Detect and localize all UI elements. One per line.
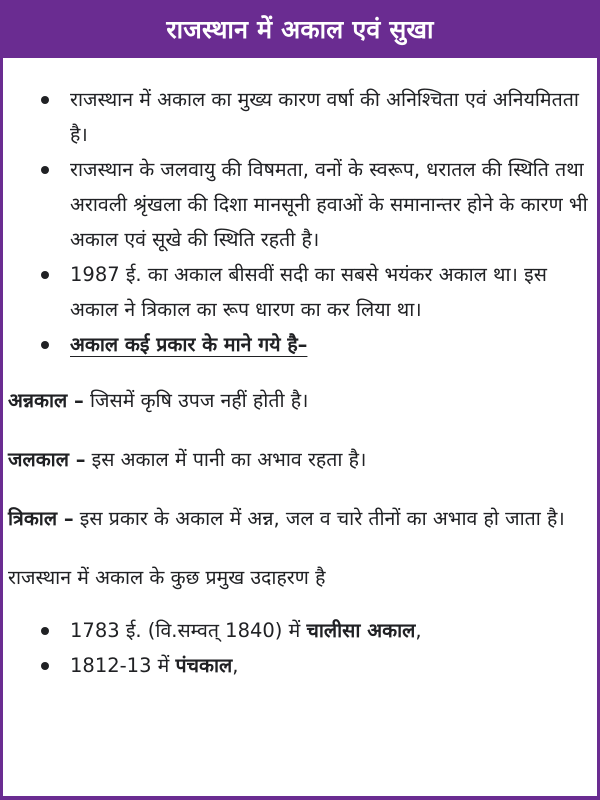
bullet-dot-icon [41, 627, 49, 635]
example-text: 1812-13 में [70, 654, 176, 677]
bullet-dot-icon [41, 166, 49, 174]
list-item-text: 1987 ई. का अकाल बीसवीं सदी का सबसे भयंकर अकाल था। इस अकाल ने त्रिकाल का रूप धारण का कर लिया था। [70, 263, 547, 321]
types-heading: अकाल कई प्रकार के माने गये है– [70, 333, 308, 356]
list-item [8, 82, 594, 152]
example-suffix: , [232, 654, 239, 677]
definition-term: त्रिकाल – [8, 507, 74, 530]
definition-trikal [8, 501, 594, 536]
list-item [8, 152, 594, 257]
example-suffix: , [415, 619, 422, 642]
list-item [8, 613, 594, 648]
definition-annakal [8, 383, 594, 418]
bullet-dot-icon [41, 96, 49, 104]
page-title-bar [0, 0, 600, 58]
key-points-list [8, 82, 594, 362]
bullet-dot-icon [41, 271, 49, 279]
bottom-border [0, 796, 600, 800]
page-title: राजस्थान में अकाल एवं सुखा [166, 15, 434, 44]
list-item-text: राजस्थान के जलवायु की विषमता, वनों के स्वरूप, धरातल की स्थिति तथा अरावली श्रृंखला की दिशा मानसूनी हवाओं के समानान्तर होने के कारण भी अकाल एवं सूखे की स्थिति रहती है। [70, 158, 588, 251]
definition-text: इस प्रकार के अकाल में अन्न, जल व चारे तीनों का अभाव हो जाता है। [73, 507, 565, 530]
list-item [8, 257, 594, 327]
bullet-dot-icon [41, 341, 49, 349]
example-text: 1783 ई. (वि.सम्वत् 1840) में [70, 619, 307, 642]
definition-text: इस अकाल में पानी का अभाव रहता है। [85, 448, 367, 471]
list-item [8, 327, 594, 362]
definition-term: अन्नकाल – [8, 389, 84, 412]
examples-intro: राजस्थान में अकाल के कुछ प्रमुख उदाहरण है [8, 566, 326, 589]
article-body [0, 58, 600, 800]
list-item-text: राजस्थान में अकाल का मुख्य कारण वर्षा की अनिश्चिता एवं अनियमितता है। [70, 88, 579, 146]
list-item [8, 648, 594, 683]
definition-term: जलकाल – [8, 448, 86, 471]
definition-jalkal [8, 442, 594, 477]
examples-list [8, 613, 594, 683]
bullet-dot-icon [41, 662, 49, 670]
definition-text: जिसमें कृषि उपज नहीं होती है। [83, 389, 309, 412]
example-bold: चालीसा अकाल [306, 619, 416, 642]
example-bold: पंचकाल [175, 654, 233, 677]
